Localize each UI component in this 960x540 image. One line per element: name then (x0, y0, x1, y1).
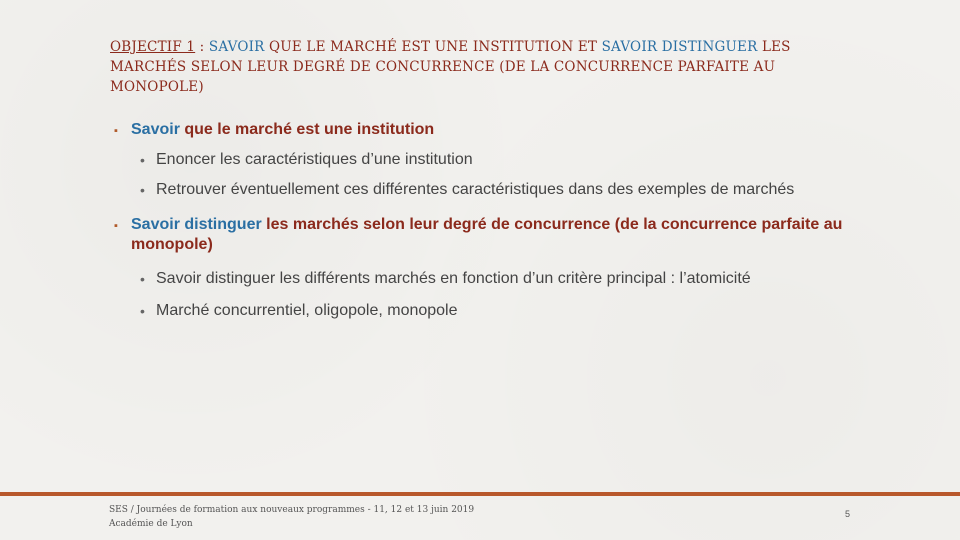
bullet-1-keyword: Savoir (131, 121, 180, 138)
dot-bullet-icon: • (140, 303, 145, 319)
sub-bullet-text: Marché concurrentiel, oligopole, monopole (156, 302, 458, 319)
bullet-item-2 (114, 215, 854, 255)
bullet-list (114, 120, 854, 321)
bullet-2-text: les marchés selon leur degré de concurrence (de la concurrence parfaite au monopole) (131, 216, 843, 253)
title-text-1: QUE LE MARCHÉ EST UNE INSTITUTION ET (264, 39, 602, 55)
sub-bullet-2-2 (114, 301, 854, 321)
footer-line-1: SES / Journées de formation aux nouveaux programmes - 11, 12 et 13 juin 2019 (109, 505, 475, 515)
slide-title (110, 37, 870, 97)
dot-bullet-icon: • (140, 152, 145, 168)
title-text-2: LES MARCHÉS SELON LEUR DEGRÉ DE CONCURRENCE (DE LA CONCURRENCE PARFAITE AU MONOPOLE) (110, 39, 791, 95)
bullet-item-1 (114, 120, 854, 140)
dot-bullet-icon: • (140, 271, 145, 287)
title-savoir: SAVOIR (208, 39, 265, 55)
square-bullet-icon: ▪ (114, 125, 118, 137)
sub-bullet-1-2 (114, 180, 854, 200)
bullet-1-text: que le marché est une institution (179, 121, 435, 138)
sub-bullet-text: Savoir distinguer les différents marchés en fonction d’un critère principal : l’atomicité (156, 270, 751, 287)
page-number: 5 (845, 509, 851, 519)
title-separator: : (195, 39, 209, 55)
sub-bullet-1-1 (114, 150, 854, 170)
footer-line-2: Académie de Lyon (109, 519, 193, 529)
bullet-2-keyword: Savoir distinguer (131, 216, 262, 233)
sub-bullet-text: Enoncer les caractéristiques d’une institution (156, 151, 473, 168)
footer-divider (0, 492, 960, 496)
title-lead: OBJECTIF 1 (110, 39, 196, 55)
square-bullet-icon: ▪ (114, 220, 118, 232)
title-savoir-distinguer: SAVOIR DISTINGUER (601, 39, 758, 55)
footer (109, 503, 474, 531)
dot-bullet-icon: • (140, 182, 145, 198)
sub-bullet-2-1 (114, 269, 854, 289)
sub-bullet-text: Retrouver éventuellement ces différentes caractéristiques dans des exemples de marchés (156, 181, 795, 198)
